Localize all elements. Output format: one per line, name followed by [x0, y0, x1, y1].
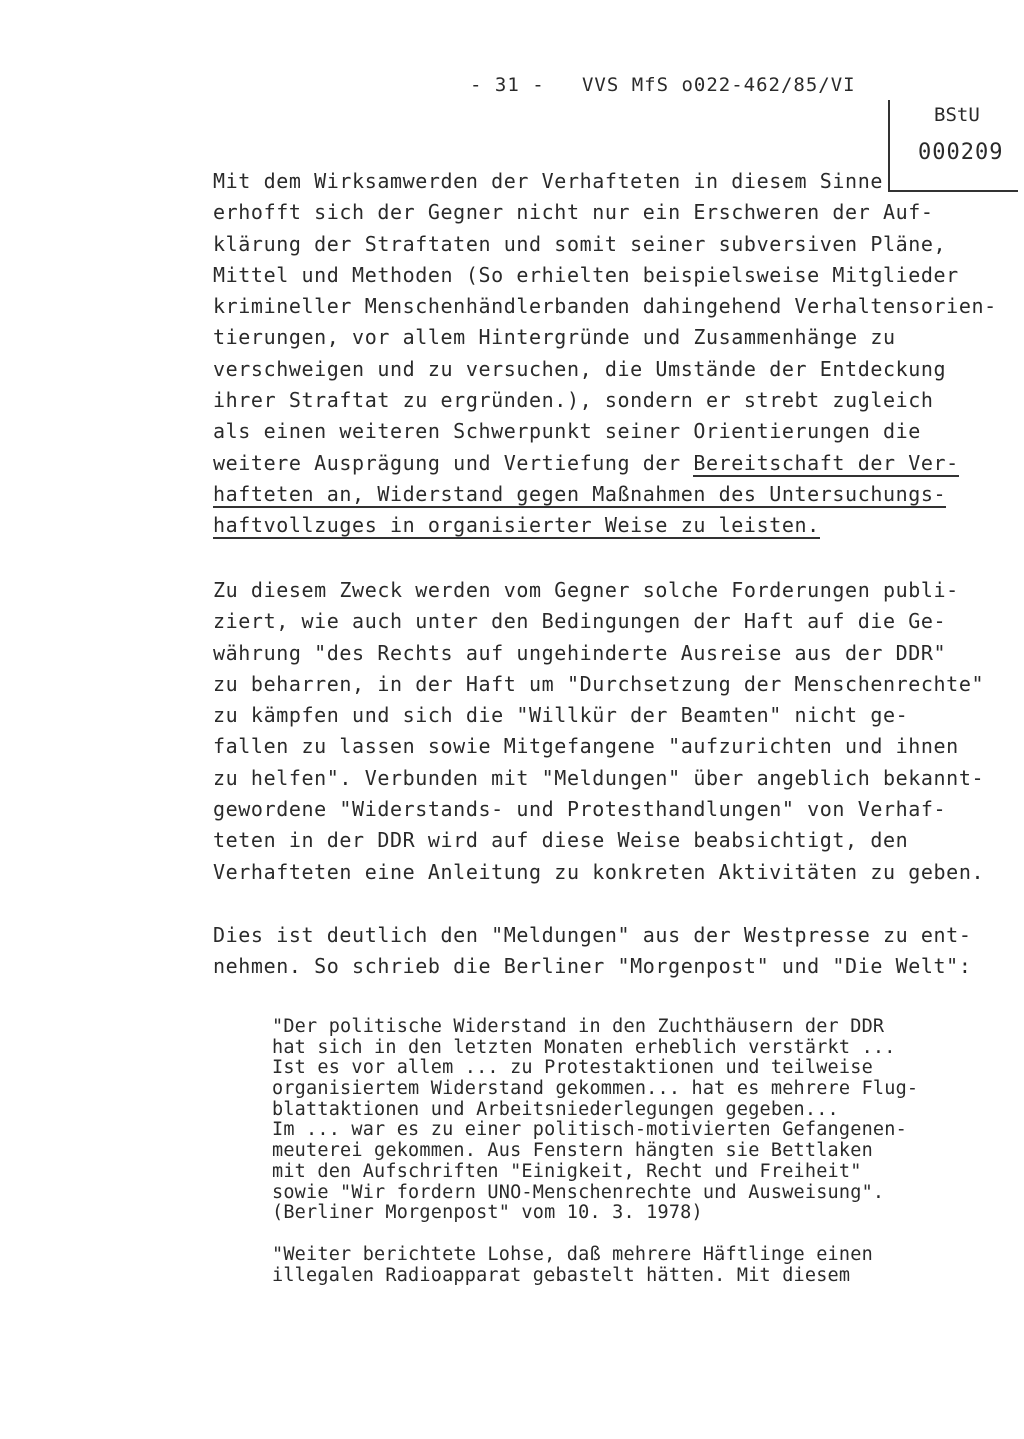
quote-line: hat sich in den letzten Monaten erheblich verstärkt ...: [272, 1036, 896, 1058]
quote-line: blattaktionen und Arbeitsniederlegungen gegeben...: [272, 1098, 839, 1120]
quote-line: illegalen Radioapparat gebastelt hätten. Mit diesem: [272, 1264, 851, 1286]
text-line: als einen weiteren Schwerpunkt seiner Orientierungen die: [213, 419, 921, 444]
quote-line: sowie "Wir fordern UNO-Menschenrechte und Ausweisung".: [272, 1181, 885, 1203]
text-line: verschweigen und zu versuchen, die Umstände der Entdeckung: [213, 356, 947, 381]
underlined-text: haftvollzuges in organisierter Weise zu leisten.: [213, 513, 820, 538]
paragraph-1: [213, 166, 997, 542]
underlined-text: Bereitschaft der Ver-: [693, 450, 959, 475]
text-line: Verhafteten eine Anleitung zu konkreten Aktivitäten zu geben.: [213, 859, 985, 884]
text-segment: weitere Ausprägung und Vertiefung der: [213, 450, 694, 475]
text-line: zu helfen". Verbunden mit "Meldungen" über angeblich bekannt-: [213, 765, 985, 790]
quote-line: organisiertem Widerstand gekommen... hat es mehrere Flug-: [272, 1078, 919, 1100]
text-line: Dies ist deutlich den "Meldungen" aus der Westpresse zu ent-: [213, 923, 972, 947]
quote-line: "Weiter berichtete Lohse, daß mehrere Häftlinge einen: [272, 1244, 873, 1265]
text-line: [213, 448, 997, 479]
text-line: krimineller Menschenhändlerbanden dahingehend Verhaltensorien-: [213, 294, 997, 319]
text-line: [213, 510, 997, 541]
text-line: ihrer Straftat zu ergründen.), sondern er strebt zugleich: [213, 388, 934, 413]
text-line: nehmen. So schrieb die Berliner "Morgenpost" und "Die Welt":: [213, 954, 972, 979]
quote-line: Im ... war es zu einer politisch-motivierten Gefangenen-: [272, 1119, 907, 1141]
quote-line: mit den Aufschriften "Einigkeit, Recht und Freiheit": [272, 1160, 862, 1182]
text-line: Mittel und Methoden (So erhielten beispielsweise Mitglieder: [213, 262, 959, 287]
text-line: Zu diesem Zweck werden vom Gegner solche Forderungen publi-: [213, 578, 959, 602]
text-line: währung "des Rechts auf ungehinderte Ausreise aus der DDR": [213, 640, 947, 665]
text-line: [213, 479, 997, 510]
quotation-2: [272, 1245, 873, 1286]
stamp-number: 000209: [918, 140, 1004, 165]
text-line: Mit dem Wirksamwerden der Verhafteten in diesem Sinne: [213, 169, 883, 193]
text-line: klärung der Straftaten und somit seiner subversiven Pläne,: [213, 231, 947, 256]
text-line: gewordene "Widerstands- und Protesthandlungen" von Verhaf-: [213, 797, 947, 822]
stamp-label: BStU: [934, 104, 980, 126]
quote-line: Ist es vor allem ... zu Protestaktionen und teilweise: [272, 1057, 873, 1079]
quote-line: meuterei gekommen. Aus Fenstern hängten sie Bettlaken: [272, 1140, 873, 1162]
quote-line: "Der politische Widerstand in den Zuchthäusern der DDR: [272, 1016, 885, 1037]
text-line: tierungen, vor allem Hintergründe und Zusammenhänge zu: [213, 325, 896, 350]
text-line: zu beharren, in der Haft um "Durchsetzung der Menschenrechte": [213, 671, 985, 696]
paragraph-3: [213, 920, 971, 983]
quote-line: (Berliner Morgenpost" vom 10. 3. 1978): [272, 1202, 703, 1224]
text-line: erhofft sich der Gegner nicht nur ein Erschweren der Auf-: [213, 200, 934, 225]
underlined-text: hafteten an, Widerstand gegen Maßnahmen des Untersuchungs-: [213, 481, 947, 506]
page-header: - 31 - VVS MfS o022-462/85/VI: [470, 74, 856, 96]
text-line: teten in der DDR wird auf diese Weise beabsichtigt, den: [213, 828, 909, 853]
quotation-1: [272, 1017, 918, 1224]
text-line: ziert, wie auch unter den Bedingungen der Haft auf die Ge-: [213, 609, 947, 634]
paragraph-2: [213, 575, 984, 888]
text-line: zu kämpfen und sich die "Willkür der Beamten" nicht ge-: [213, 703, 909, 728]
text-line: fallen zu lassen sowie Mitgefangene "aufzurichten und ihnen: [213, 734, 959, 759]
